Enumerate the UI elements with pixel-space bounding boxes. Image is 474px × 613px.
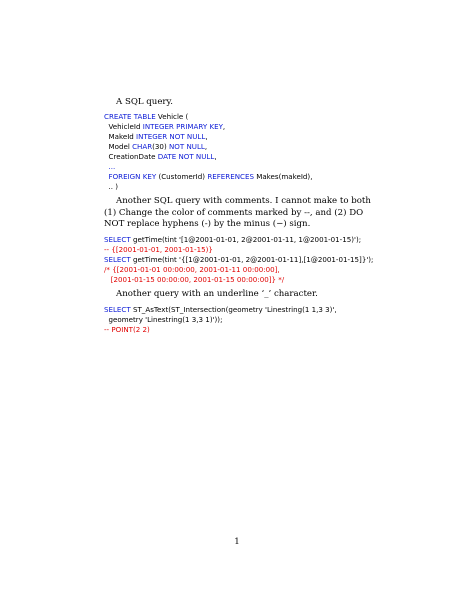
sql-text: , <box>204 142 208 152</box>
sql-keyword: DATE NOT NULL <box>157 152 215 162</box>
sql-text: ST_AsText(ST_Intersection(geometry 'Linestring(1 1,3 3)', <box>130 305 337 315</box>
code-line <box>104 275 378 285</box>
sql-text: Vehicle ( <box>155 112 189 122</box>
sql-comment: -- {[2001-01-01, 2001-01-15)} <box>104 244 213 254</box>
sql-text: geometry 'Linestring(1 3,3 1)')); <box>104 315 223 325</box>
sql-keyword: INTEGER PRIMARY KEY <box>142 122 223 132</box>
code-line <box>104 122 378 132</box>
code-line <box>104 142 378 152</box>
code-line <box>104 245 378 255</box>
document-body <box>104 92 378 335</box>
paragraph-intro-3: Another query with an underline ‘_’ character. <box>116 288 318 299</box>
sql-text: MakeId <box>104 132 137 142</box>
sql-text: (30) <box>152 142 169 152</box>
code-line <box>104 305 378 315</box>
sql-keyword: SELECT <box>104 254 131 264</box>
sql-text: Makes(makeId), <box>253 172 313 182</box>
sql-keyword: REFERENCES <box>207 172 254 182</box>
sql-keyword: CHAR <box>132 142 153 152</box>
code-line <box>104 162 378 172</box>
sql-text: Model <box>104 142 133 152</box>
code-line <box>104 265 378 275</box>
sql-keyword: INTEGER NOT NULL <box>136 132 206 142</box>
code-block-intersection <box>104 305 378 335</box>
paragraph-intro-2: Another SQL query with comments. I cannot make to both (1) Change the color of comments marked by --, and (2) DO NOT replace hyphens (-) by the minus (−) sign. <box>104 196 371 230</box>
sql-text: getTime(tint '[1@2001-01-01, 2@2001-01-11, 1@2001-01-15)'); <box>130 234 362 244</box>
page-number: 1 <box>234 537 240 547</box>
sql-keyword: SELECT <box>104 305 131 315</box>
sql-text: , <box>214 152 217 162</box>
paragraph-intro-1: A SQL query. <box>116 97 173 107</box>
code-line <box>104 315 378 325</box>
sql-text: , <box>222 122 226 132</box>
sql-text: , <box>205 132 208 142</box>
sql-keyword: CREATE TABLE <box>104 112 156 122</box>
code-line <box>104 152 378 162</box>
sql-text: getTime(tint '{[1@2001-01-01, 2@2001-01-11],[1@2001-01-15]}'); <box>130 254 374 264</box>
sql-keyword: ... <box>104 162 116 172</box>
code-line <box>104 132 378 142</box>
sql-comment: -- POINT(2 2) <box>104 325 150 335</box>
sql-text: VehicleId <box>104 122 143 132</box>
code-line <box>104 172 378 182</box>
code-line <box>104 325 378 335</box>
sql-text: (CustomerId) <box>156 172 208 182</box>
code-line <box>104 235 378 245</box>
sql-keyword: FOREIGN KEY <box>104 172 157 182</box>
sql-text: CreationDate <box>104 152 158 162</box>
code-block-create-table <box>104 112 378 192</box>
sql-comment: [2001-01-15 00:00:00, 2001-01-15 00:00:00]} */ <box>104 274 285 284</box>
sql-keyword: NOT NULL <box>168 142 205 152</box>
sql-text: .. ) <box>104 182 119 192</box>
sql-keyword: SELECT <box>104 234 131 244</box>
sql-comment: /* {[2001-01-01 00:00:00, 2001-01-11 00:00:00], <box>104 264 280 274</box>
code-line <box>104 112 378 122</box>
code-line <box>104 255 378 265</box>
code-line <box>104 182 378 192</box>
code-block-gettime <box>104 235 378 285</box>
